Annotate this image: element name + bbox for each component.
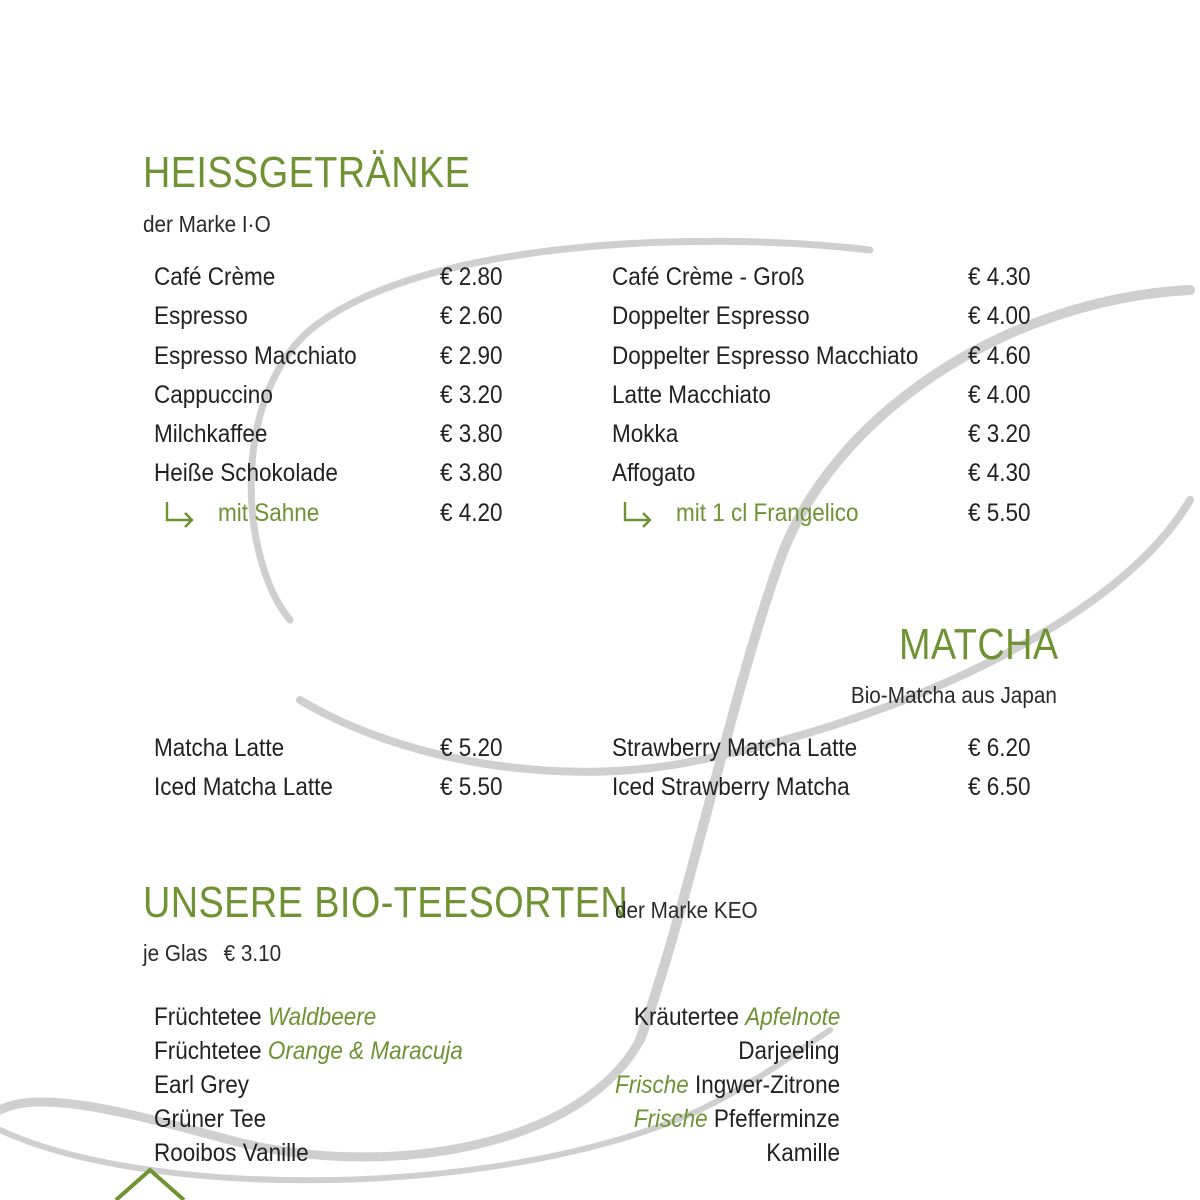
sub-item-name: mit 1 cl Frangelico: [676, 498, 859, 527]
item-price: € 4.00: [968, 302, 1031, 331]
item-price: € 2.90: [440, 341, 503, 370]
item-price: € 3.20: [968, 420, 1031, 449]
hot-drinks-right-column: [612, 258, 1072, 533]
hot-drinks-subtitle: der Marke I·O: [143, 211, 271, 237]
item-price: € 4.20: [440, 498, 503, 527]
item-name: Mokka: [612, 420, 679, 449]
matcha-left-column: [154, 729, 554, 808]
menu-sub-item: [154, 494, 554, 533]
item-price: € 6.20: [968, 734, 1031, 762]
menu-item: [612, 415, 1072, 454]
menu-item: [612, 376, 1072, 415]
item-price: € 3.80: [440, 420, 503, 449]
tea-name: Kamille: [766, 1139, 840, 1167]
tea-price-per-glass: [143, 940, 281, 967]
return-arrow-icon: [164, 500, 198, 528]
tea-variant-prefix: Frische: [614, 1071, 689, 1099]
item-price: € 2.60: [440, 302, 503, 331]
tea-item-line: [634, 1000, 840, 1034]
item-name: Latte Macchiato: [612, 380, 771, 409]
item-name: Iced Matcha Latte: [154, 773, 333, 802]
hot-drinks-title: HEISSGETRÄNKE: [143, 148, 471, 197]
item-price: € 5.50: [968, 498, 1031, 527]
hot-drinks-left-column: [154, 258, 554, 533]
item-name: Milchkaffee: [154, 420, 268, 449]
tea-name: Pfefferminze: [714, 1105, 840, 1133]
tea-item-line: [154, 1068, 249, 1102]
tea-item-line: [634, 1102, 840, 1136]
tea-item-line: [154, 1102, 266, 1136]
tea-name: Früchtetee: [154, 1037, 262, 1065]
item-name: Café Crème - Groß: [612, 263, 805, 291]
tea-variant-prefix: Frische: [634, 1105, 708, 1133]
menu-item: [154, 297, 554, 336]
menu-item: [154, 376, 554, 415]
item-price: € 3.80: [440, 459, 503, 488]
tea-item-line: [154, 1034, 463, 1068]
tea-item: [440, 1000, 840, 1034]
tea-name: Ingwer-Zitrone: [694, 1071, 840, 1099]
item-price: € 2.80: [440, 263, 503, 291]
tea-variant: Waldbeere: [267, 1003, 377, 1031]
tea-item: [440, 1068, 840, 1102]
tea-variant: Apfelnote: [744, 1003, 840, 1031]
item-name: Doppelter Espresso: [612, 302, 810, 331]
menu-item: [612, 768, 1072, 807]
item-name: Doppelter Espresso Macchiato: [612, 341, 919, 370]
tea-name: Earl Grey: [154, 1071, 250, 1099]
tea-item-line: [739, 1034, 840, 1068]
return-arrow-icon: [622, 500, 656, 528]
menu-item: [154, 454, 554, 493]
tea-name: Grüner Tee: [154, 1105, 267, 1133]
item-price: € 4.60: [968, 341, 1031, 370]
item-price: € 4.30: [968, 459, 1031, 488]
item-name: Heiße Schokolade: [154, 459, 338, 488]
tea-item-line: [766, 1136, 840, 1170]
per-glass-price: € 3.10: [223, 940, 282, 966]
menu-item: [612, 337, 1072, 376]
menu-item: [612, 297, 1072, 336]
menu-item: [154, 415, 554, 454]
tea-name: Früchtetee: [154, 1003, 262, 1031]
menu-item: [154, 729, 554, 768]
item-name: Espresso Macchiato: [154, 341, 357, 370]
tea-name: Rooibos Vanille: [154, 1139, 309, 1167]
menu-item: [612, 454, 1072, 493]
item-price: € 4.30: [968, 263, 1031, 291]
tea-item-line: [615, 1068, 840, 1102]
menu-item: [612, 729, 1072, 768]
item-price: € 3.20: [440, 380, 503, 409]
item-price: € 4.00: [968, 380, 1031, 409]
tea-title: UNSERE BIO-TEESORTEN: [143, 878, 629, 927]
tea-right-column: [440, 1000, 840, 1170]
tea-name: Kräutertee: [633, 1003, 739, 1031]
menu-sub-item: [612, 494, 1072, 533]
matcha-subtitle: Bio-Matcha aus Japan: [851, 682, 1057, 708]
menu-item: [154, 258, 554, 297]
tea-item: [440, 1136, 840, 1170]
tea-item: [440, 1034, 840, 1068]
item-name: Strawberry Matcha Latte: [612, 734, 858, 762]
item-name: Cappuccino: [154, 380, 273, 409]
menu-item: [154, 768, 554, 807]
tea-brand: der Marke KEO: [615, 897, 758, 923]
item-name: Café Crème: [154, 263, 276, 291]
item-name: Matcha Latte: [154, 734, 285, 762]
menu-item: [612, 258, 1072, 297]
item-name: Iced Strawberry Matcha: [612, 773, 850, 802]
item-name: Espresso: [154, 302, 248, 331]
tea-name: Darjeeling: [738, 1037, 840, 1065]
matcha-right-column: [612, 729, 1072, 808]
menu-item: [154, 337, 554, 376]
item-name: Affogato: [612, 459, 696, 488]
item-price: € 5.20: [440, 734, 503, 762]
tea-item-line: [154, 1000, 376, 1034]
tea-item: [440, 1102, 840, 1136]
matcha-title: MATCHA: [899, 620, 1059, 669]
item-price: € 5.50: [440, 773, 503, 802]
tea-variant: Orange & Maracuja: [267, 1037, 463, 1065]
chevron-up-icon: [112, 1160, 192, 1200]
sub-item-name: mit Sahne: [218, 498, 320, 527]
item-price: € 6.50: [968, 773, 1031, 802]
per-glass-label: je Glas: [143, 940, 208, 966]
